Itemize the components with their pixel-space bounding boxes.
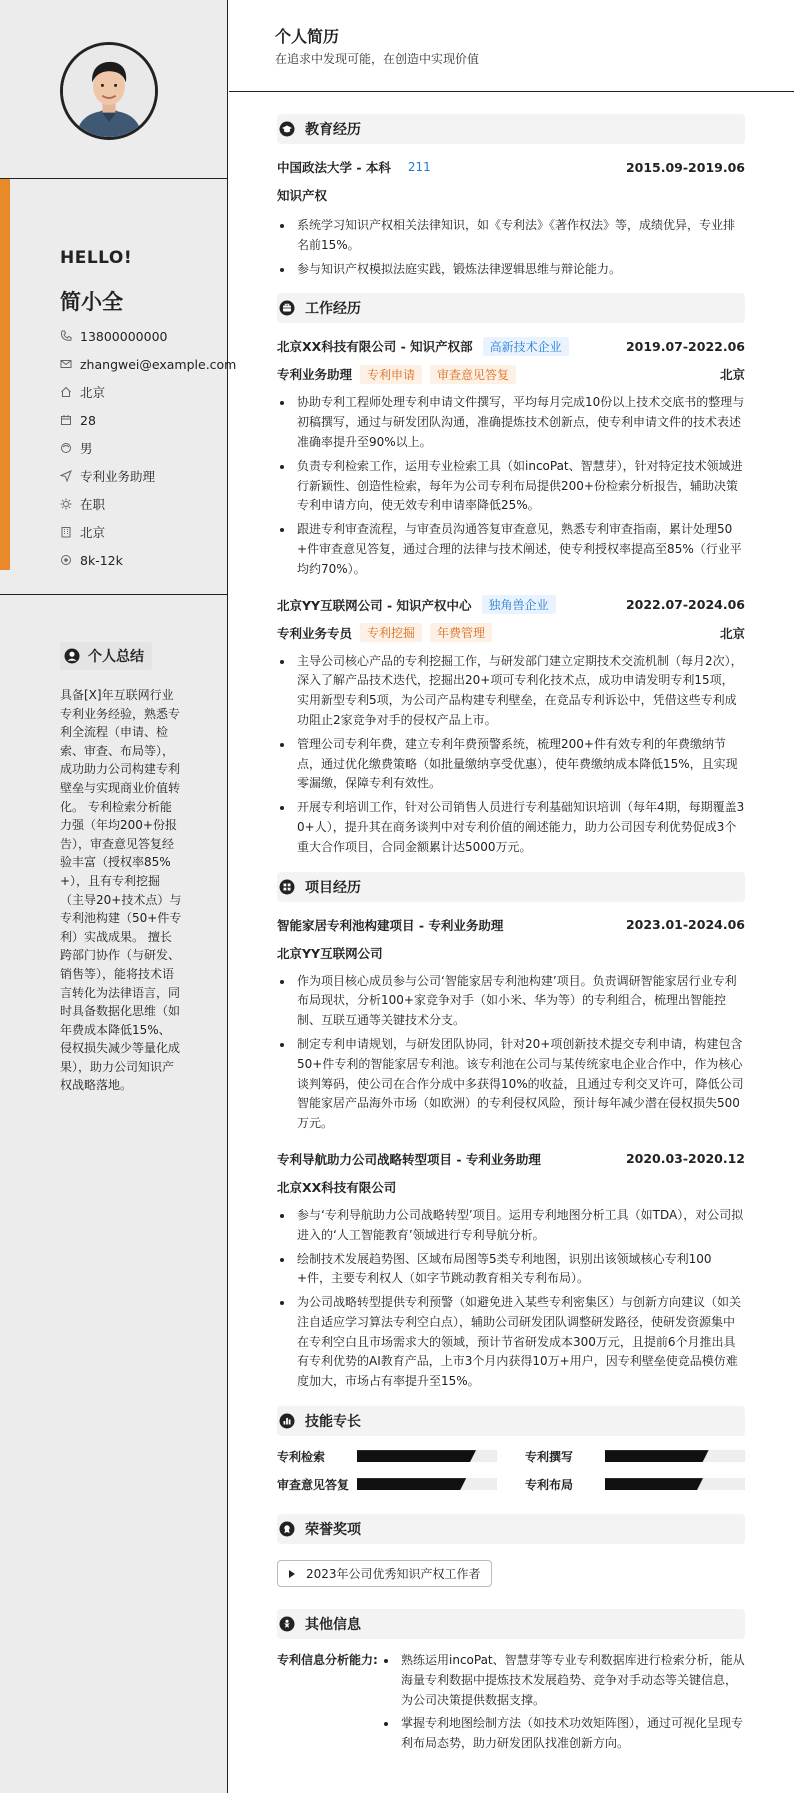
divider — [0, 594, 228, 595]
other-info — [277, 1651, 745, 1768]
project-org: 北京YY互联网公司 — [277, 945, 383, 961]
list-item: 为公司战略转型提供专利预警（如避免进入某些专利密集区）与创新方向建议（如关注自适应学习算法专利空白点），辅助公司研发团队调整研发路径，使研发资源集中在专利空白且市场需求大的领域，预计节省研发成本300万元，且提前6个月推出具有专利优势的AI教育产品，上市3个月内获得10万+用户，因专利壁垒使竞品模仿难度加大，市场占有率提升至15%。 — [277, 1293, 745, 1392]
education-heading: 教育经历 — [277, 114, 745, 144]
summary-heading: 个人总结 — [60, 642, 152, 670]
list-item: 掌握专利地图绘制方法（如技术功效矩阵图），通过可视化呈现专利布局态势，助力研发团队找准创新方向。 — [381, 1714, 745, 1754]
contact-info-list — [60, 322, 236, 574]
list-item: 开展专利培训工作，针对公司销售人员进行专利基础知识培训（每年4期，每期覆盖30+人），提升其在商务谈判中对专利价值的阐述能力，助力公司因专利优势促成3个重大合作项目，合同金额累计达5000万元。 — [277, 798, 745, 857]
money-icon — [60, 554, 80, 566]
project-bullets — [277, 972, 745, 1134]
company-tag: 独角兽企业 — [482, 595, 556, 614]
skill-item: 审查意见答复 — [277, 1476, 497, 1492]
project-entry — [277, 914, 745, 1134]
main-content — [277, 114, 745, 1768]
gender-icon — [60, 442, 80, 454]
info-salary: 8k-12k — [60, 546, 236, 574]
calendar-icon — [60, 414, 80, 426]
skills-list — [277, 1448, 745, 1492]
building-icon — [60, 526, 80, 538]
skill-bar-fill — [605, 1450, 709, 1462]
other-bullets — [381, 1651, 745, 1758]
accent-bar — [0, 178, 10, 570]
candidate-name: 简小全 — [60, 290, 123, 314]
skills-heading: 技能专长 — [277, 1406, 745, 1436]
skill-item: 专利检索 — [277, 1448, 497, 1464]
list-item: 参与‘专利导航助力公司战略转型’项目。运用专利地图分析工具（如TDA），对公司拟进入的‘人工智能教育’领域进行专利导航分析。 — [277, 1206, 745, 1246]
list-item: 绘制技术发展趋势图、区域布局图等5类专利地图，识别出该领域核心专利100+件，主要专利权人（如字节跳动教育相关专利布局）。 — [277, 1250, 745, 1290]
list-item: 协助专利工程师处理专利申请文件撰写，平均每月完成10份以上技术交底书的整理与初稿撰写，通过与研发团队沟通，准确提炼技术创新点，使专利申请文件的技术表述准确率提升至90%以上。 — [277, 393, 745, 452]
company-name: 北京YY互联网公司 - 知识产权中心 — [277, 597, 472, 613]
list-item: 参与知识产权模拟法庭实践，锻炼法律逻辑思维与辩论能力。 — [277, 260, 745, 280]
graduation-cap-icon — [279, 121, 295, 137]
education-bullets — [277, 216, 745, 279]
avatar-photo-icon — [63, 45, 155, 137]
other-label: 专利信息分析能力: — [277, 1653, 378, 1668]
list-item: 作为项目核心成员参与公司‘智能家居专利池构建’项目。负责调研智能家居行业专利布局现状，分析100+家竞争对手（如小米、华为等）的专利组合，梳理出智能控制、互联互通等关键技术分支。 — [277, 972, 745, 1031]
role-tag: 年费管理 — [430, 623, 492, 642]
school-tag: 211 — [407, 160, 431, 174]
skill-bar-fill — [357, 1478, 466, 1490]
projects-heading: 项目经历 — [277, 872, 745, 902]
job-entry — [277, 335, 745, 579]
phone-icon — [60, 330, 80, 342]
role-tag: 专利申请 — [360, 365, 422, 384]
skill-item: 专利布局 — [525, 1476, 745, 1492]
list-item: 负责专利检索工作，运用专业检索工具（如incoPat、智慧芽），针对特定技术领域进行新颖性、创造性检索，每年为公司专利布局提供200+份检索分析报告，辅助决策专利申请方向，使无效专利申请率降低25%。 — [277, 457, 745, 516]
list-item: 跟进专利审查流程，与审查员沟通答复审查意见，熟悉专利审查指南，累计处理50+件审查意见答复，通过合理的法律与技术阐述，使专利授权率提高至85%（行业平均约70%）。 — [277, 520, 745, 579]
job-role: 专利业务助理 — [277, 367, 353, 383]
company-tag: 高新技术企业 — [483, 337, 569, 356]
info-position: 专利业务助理 — [60, 462, 236, 490]
divider — [0, 178, 228, 179]
job-bullets — [277, 652, 745, 858]
home-icon — [60, 386, 80, 398]
avatar — [60, 42, 158, 140]
summary-text: 具备[X]年互联网行业专利业务经验，熟悉专利全流程（申请、检索、审查、布局等），成功助力公司构建专利壁垒与实现商业价值转化。 专利检索分析能力强（年均200+份报告），审查意见答复经验丰富（授权率85%+），且有专利挖掘（主导20+技术点）与专利池构建（50+件专利）实战成果。 擅长跨部门协作（与研发、销售等），能将技术语言转化为法律语言，同时具备数据化思维（如年费成本降低15%、侵权损失减少等量化成果），助力公司知识产权战略落地。 — [60, 688, 182, 1093]
list-item: 主导公司核心产品的专利挖掘工作，与研发部门建立定期技术交流机制（每月2次），深入了解产品技术迭代，挖掘出20+项可专利化技术点，成功申请发明专利15项，实用新型专利5项，为公司产品构建专利壁垒，在竞品专利诉讼中，凭借这些专利成功阻止2家竞争对手的侵权产品上市。 — [277, 652, 745, 731]
project-date: 2020.03-2020.12 — [625, 1151, 745, 1167]
role-tag: 专利挖掘 — [360, 623, 422, 642]
skill-item: 专利撰写 — [525, 1448, 745, 1464]
project-entry — [277, 1148, 745, 1392]
education-date: 2015.09-2019.06 — [625, 159, 745, 175]
list-item: 管理公司专利年费，建立专利年费预警系统，梳理200+件有效专利的年费缴纳节点，通过优化缴费策略（如批量缴纳享受优惠），使年费缴纳成本降低15%，且实现零漏缴，保障专利有效性。 — [277, 735, 745, 794]
briefcase-icon — [279, 300, 295, 316]
skill-bar — [605, 1450, 745, 1462]
school-name: 中国政法大学 - 本科 — [277, 160, 391, 175]
info-phone: 13800000000 — [60, 322, 236, 350]
list-item: 系统学习知识产权相关法律知识，如《专利法》《著作权法》等，成绩优异，专业排名前15%。 — [277, 216, 745, 256]
grid-icon — [279, 879, 295, 895]
other-heading: 其他信息 — [277, 1609, 745, 1639]
work-heading: 工作经历 — [277, 293, 745, 323]
project-name: 专利导航助力公司战略转型项目 - 专利业务助理 — [277, 1151, 541, 1167]
play-triangle-icon — [288, 1570, 296, 1578]
bar-chart-icon — [279, 1413, 295, 1429]
job-date: 2019.07-2022.06 — [625, 338, 745, 354]
awards-heading: 荣誉奖项 — [277, 1514, 745, 1544]
info-gender: 男 — [60, 434, 236, 462]
info-location: 北京 — [60, 378, 236, 406]
skill-bar-fill — [605, 1478, 703, 1490]
education-entry — [277, 156, 745, 279]
skill-bar — [605, 1478, 745, 1490]
user-circle-icon — [64, 648, 80, 664]
job-city: 北京 — [719, 367, 745, 383]
education-major: 知识产权 — [277, 188, 328, 203]
company-name: 北京XX科技有限公司 - 知识产权部 — [277, 339, 473, 355]
job-date: 2022.07-2024.06 — [625, 597, 745, 613]
info-age: 28 — [60, 406, 236, 434]
page-subtitle: 在追求中发现可能，在创造中实现价值 — [275, 52, 480, 66]
job-bullets — [277, 393, 745, 579]
status-icon — [60, 498, 80, 510]
page-title: 个人简历 — [275, 27, 340, 46]
medal-icon — [279, 1521, 295, 1537]
skill-bar — [357, 1478, 497, 1490]
project-org: 北京XX科技有限公司 — [277, 1179, 397, 1195]
person-icon — [279, 1616, 295, 1632]
list-item: 熟练运用incoPat、智慧芽等专业专利数据库进行检索分析，能从海量专利数据中提炼技术发展趋势、竞争对手动态等关键信息，为公司决策提供数据支撑。 — [381, 1651, 745, 1710]
project-date: 2023.01-2024.06 — [625, 917, 745, 933]
sidebar — [0, 0, 237, 1793]
info-email: zhangwei@example.com — [60, 350, 236, 378]
job-entry — [277, 594, 745, 858]
job-city: 北京 — [719, 625, 745, 641]
list-item: 制定专利申请规划，与研发团队协同，针对20+项创新技术提交专利申请，构建包含50+件专利的智能家居专利池。该专利池在公司与某传统家电企业合作中，作为核心谈判筹码，使公司在合作分成中多获得10%的收益，且通过专利交叉许可，降低公司智能家居产品海外市场（如欧洲）的专利侵权风险，预计每年减少潜在侵权损失500万元。 — [277, 1035, 745, 1134]
job-role: 专利业务专员 — [277, 625, 353, 641]
skill-bar — [357, 1450, 497, 1462]
info-status: 在职 — [60, 490, 236, 518]
page-header — [229, 0, 794, 92]
award-item: 2023年公司优秀知识产权工作者 — [277, 1560, 492, 1587]
project-bullets — [277, 1206, 745, 1392]
send-icon — [60, 470, 80, 482]
info-work-city: 北京 — [60, 518, 236, 546]
skill-bar-fill — [357, 1450, 476, 1462]
education-row — [277, 156, 745, 178]
role-tag: 审查意见答复 — [430, 365, 516, 384]
hello-heading: HELLO! — [60, 248, 133, 268]
project-name: 智能家居专利池构建项目 - 专利业务助理 — [277, 917, 504, 933]
mail-icon — [60, 358, 80, 370]
